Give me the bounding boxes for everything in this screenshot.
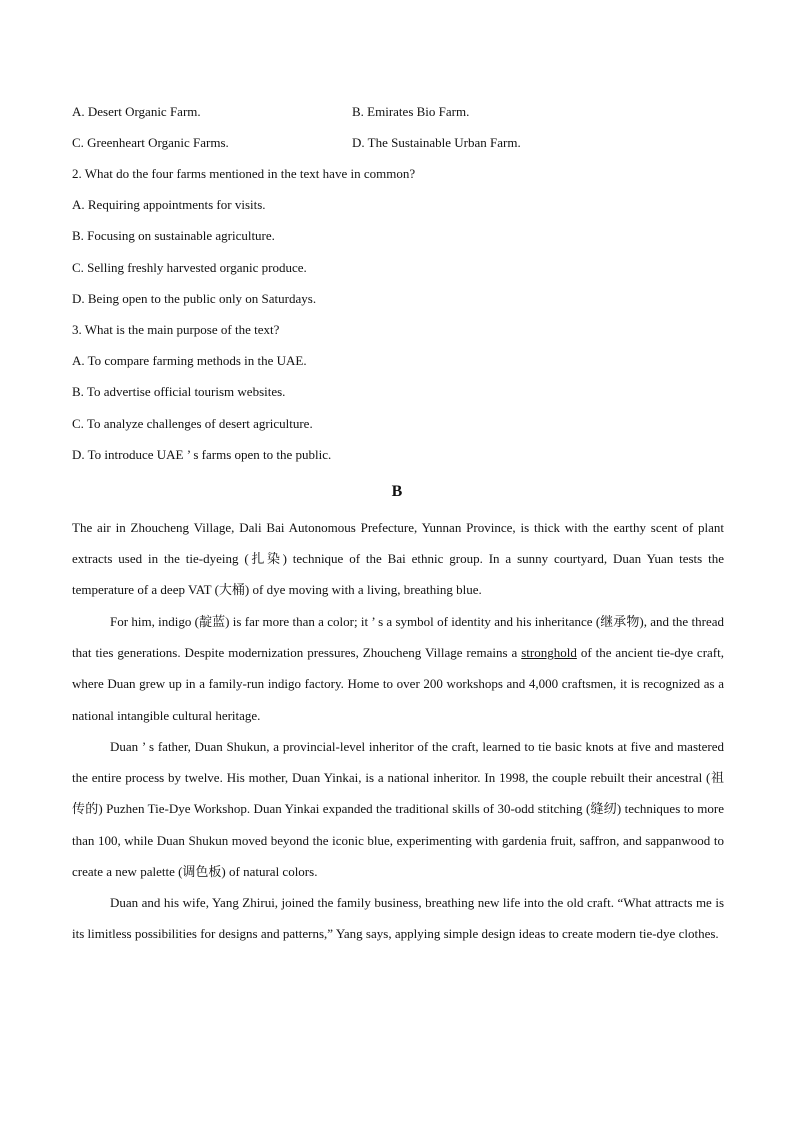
passage-paragraph-2 <box>72 606 724 731</box>
q3-option-c[interactable]: C. To analyze challenges of desert agriculture. <box>72 416 313 431</box>
q1-option-c[interactable]: C. Greenheart Organic Farms. <box>72 135 229 150</box>
q2-question: 2. What do the four farms mentioned in the text have in common? <box>72 166 416 181</box>
underlined-word-stronghold: stronghold <box>521 645 577 661</box>
q1-option-a[interactable]: A. Desert Organic Farm. <box>72 104 201 119</box>
q2-option-b[interactable]: B. Focusing on sustainable agriculture. <box>72 228 275 243</box>
paragraph-2-text-end: of the ancient tie-dye craft, where Duan grew up in a family-run indigo factory. Home to over 200 workshops and 4,000 craftsmen, it is recognized as a national intangible cultural heritage. <box>72 645 724 723</box>
q2-option-a[interactable]: A. Requiring appointments for visits. <box>72 197 266 212</box>
q2-option-c[interactable]: C. Selling freshly harvested organic produce. <box>72 260 307 275</box>
passage-paragraph-1: The air in Zhoucheng Village, Dali Bai Autonomous Prefecture, Yunnan Province, is thick with the earthy scent of plant extracts used in the tie-dyeing (扎染) technique of the Bai ethnic group. In a sunny courtyard, Duan Yuan tests the temperature of a deep VAT (大桶) of dye moving with a living, breathing blue. <box>72 520 724 598</box>
q1-option-b[interactable]: B. Emirates Bio Farm. <box>352 104 470 119</box>
q1-option-d[interactable]: D. The Sustainable Urban Farm. <box>352 135 521 150</box>
section-b-title: B <box>391 483 403 500</box>
q3-option-d[interactable]: D. To introduce UAE ’ s farms open to the public. <box>72 447 332 462</box>
q3-option-b[interactable]: B. To advertise official tourism websites. <box>72 384 286 399</box>
q3-question: 3. What is the main purpose of the text? <box>72 322 280 337</box>
paragraph-2-text-start: For him, indigo (靛蓝) is far more than a color; it ’ s a symbol of identity and his inheritance (继承物), and the thread that ties generations. Despite modernization pressures, Zhoucheng Village remains a <box>72 614 724 661</box>
passage-paragraph-4: Duan and his wife, Yang Zhirui, joined the family business, breathing new life into the old craft. “What attracts me is its limitless possibilities for designs and patterns,” Yang says, applying simple design ideas to create modern tie-dye clothes. <box>72 895 724 942</box>
q2-option-d[interactable]: D. Being open to the public only on Saturdays. <box>72 291 317 306</box>
q3-option-a[interactable]: A. To compare farming methods in the UAE. <box>72 353 307 368</box>
passage-paragraph-3: Duan ’ s father, Duan Shukun, a provincial-level inheritor of the craft, learned to tie basic knots at five and mastered the entire process by twelve. His mother, Duan Yinkai, is a national inheritor. In 1998, the couple rebuilt their ancestral (祖传的) Puzhen Tie-Dye Workshop. Duan Yinkai expanded the traditional skills of 30-odd stitching (缝纫) techniques to more than 100, while Duan Shukun moved beyond the iconic blue, experimenting with gardenia fruit, saffron, and sappanwood to create a new palette (调色板) of natural colors. <box>72 739 724 879</box>
